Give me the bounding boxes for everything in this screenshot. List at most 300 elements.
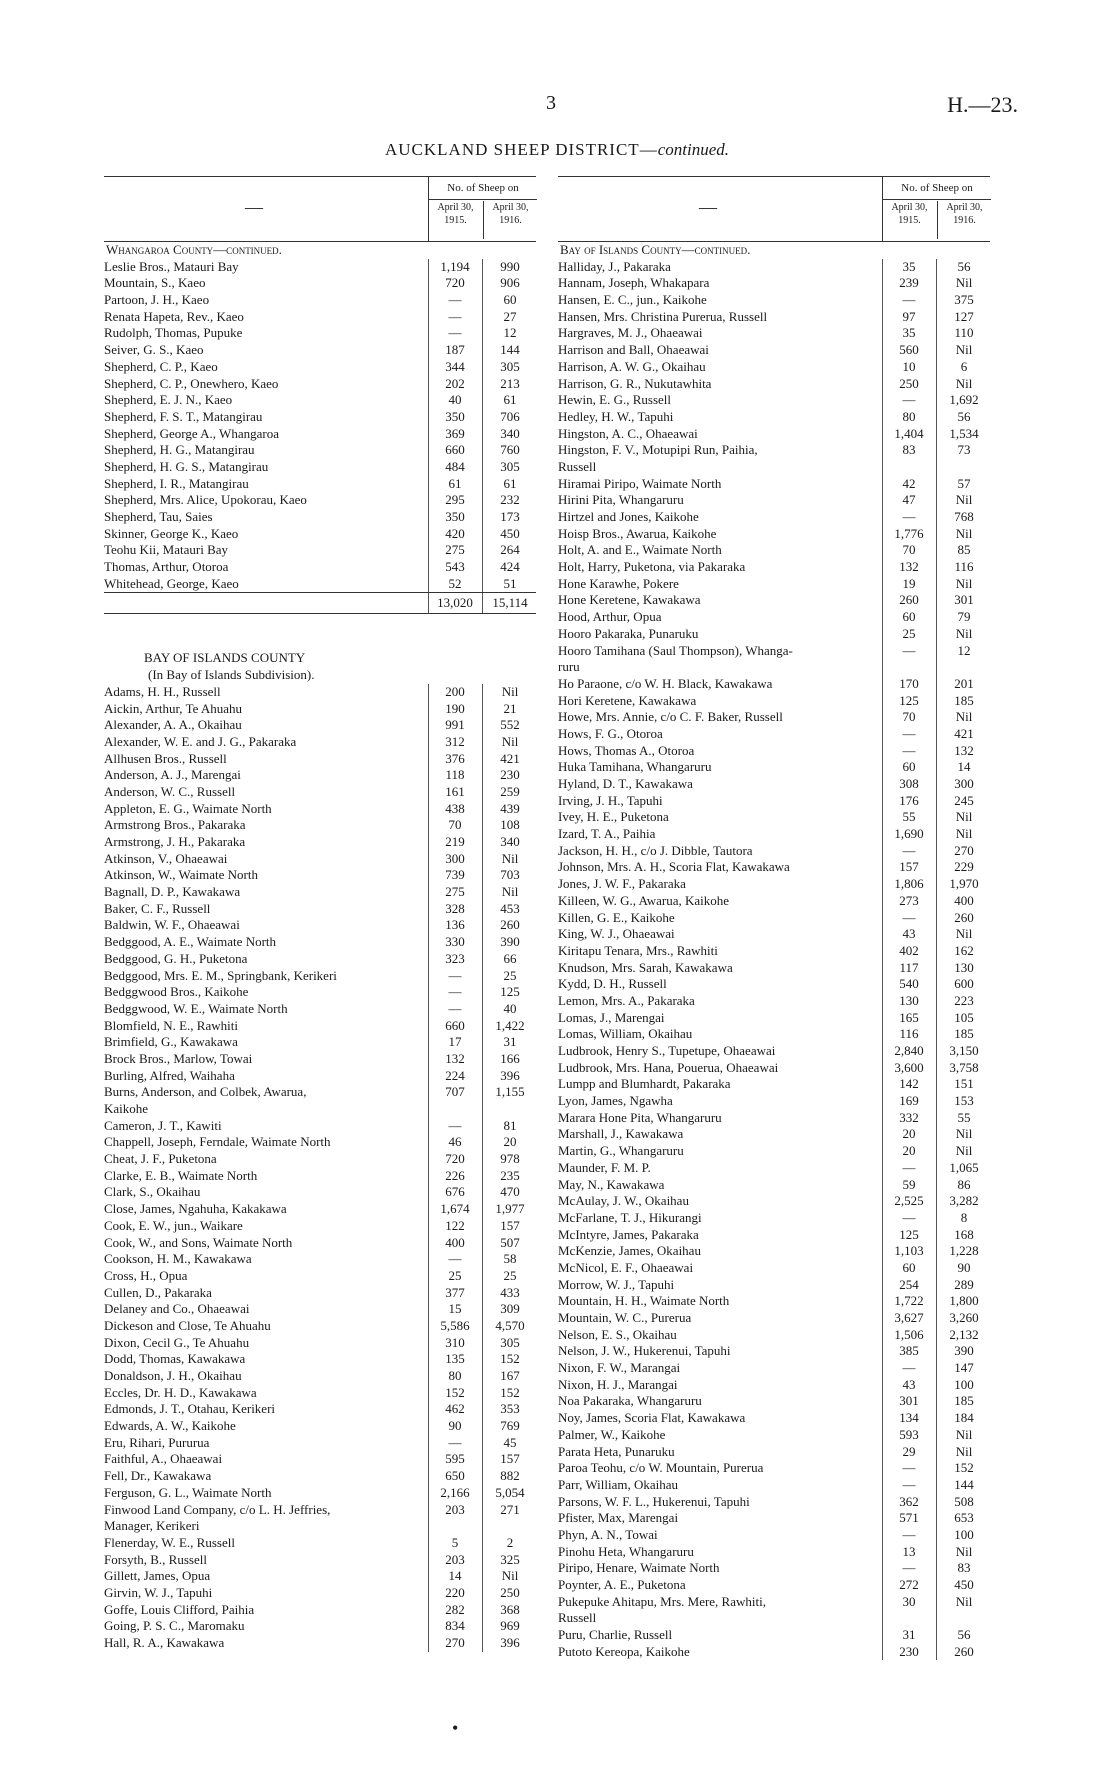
holder-name: Hannam, Joseph, Whakapara bbox=[558, 275, 710, 291]
table-row bbox=[104, 1151, 536, 1168]
sheep-1915: 132 bbox=[445, 1050, 465, 1066]
sheep-1916: 507 bbox=[500, 1234, 520, 1250]
sheep-1915: 20 bbox=[902, 1126, 916, 1142]
sheep-1916: 5,054 bbox=[495, 1484, 525, 1500]
sheep-1915: 438 bbox=[445, 800, 465, 816]
sheep-1916: Nil bbox=[955, 926, 973, 942]
table-row bbox=[104, 701, 536, 718]
sheep-1916: 260 bbox=[500, 917, 520, 933]
holder-name: Eccles, Dr. H. D., Kawakawa bbox=[104, 1384, 257, 1400]
sheep-1916: 157 bbox=[500, 1217, 520, 1233]
holder-name: Cookson, H. M., Kawakawa bbox=[104, 1251, 252, 1267]
sheep-1915: 1,506 bbox=[894, 1326, 924, 1342]
table-row bbox=[104, 1084, 536, 1101]
sheep-1915: — bbox=[448, 1434, 462, 1450]
right-column bbox=[558, 176, 990, 1660]
sheep-1915: 165 bbox=[899, 1009, 919, 1025]
sheep-1916: 185 bbox=[954, 1026, 974, 1042]
table-row bbox=[104, 1068, 536, 1085]
total-1915: 13,020 bbox=[437, 595, 473, 611]
sheep-1915: 46 bbox=[448, 1134, 462, 1150]
holder-name: Putoto Kereopa, Kaikohe bbox=[558, 1643, 690, 1659]
sheep-1916: 130 bbox=[954, 959, 974, 975]
sheep-header bbox=[882, 177, 991, 241]
holder-name: Poynter, A. E., Puketona bbox=[558, 1577, 686, 1592]
sheep-1916: 396 bbox=[500, 1067, 520, 1083]
sheep-1915: 350 bbox=[445, 509, 465, 524]
sheep-1916: 3,758 bbox=[949, 1059, 979, 1075]
holder-name: Noy, James, Scoria Flat, Kawakawa bbox=[558, 1410, 746, 1426]
table-row bbox=[558, 1060, 990, 1077]
table-row bbox=[558, 709, 990, 726]
sheep-1915: 571 bbox=[899, 1510, 919, 1526]
table-row bbox=[558, 1310, 990, 1327]
table-row bbox=[558, 442, 990, 459]
holder-name: Marara Hone Pita, Whangaruru bbox=[558, 1109, 722, 1125]
sheep-1916: 6 bbox=[960, 358, 968, 374]
sheep-1915: 122 bbox=[445, 1217, 465, 1233]
holder-name: Clarke, E. B., Waimate North bbox=[104, 1167, 258, 1183]
page-title bbox=[0, 140, 1114, 160]
table-row bbox=[104, 1635, 536, 1652]
sheep-1916: 79 bbox=[957, 609, 971, 625]
holder-name: Holt, Harry, Puketona, via Pakaraka bbox=[558, 559, 746, 575]
table-row bbox=[558, 542, 990, 559]
holder-name: Renata Hapeta, Rev., Kaeo bbox=[104, 308, 244, 324]
table-row bbox=[558, 1594, 990, 1611]
sheep-1915: 402 bbox=[899, 942, 919, 958]
sheep-1916: 25 bbox=[503, 967, 517, 983]
sheep-1916: 653 bbox=[954, 1510, 974, 1526]
table-row bbox=[558, 726, 990, 743]
table-row bbox=[558, 526, 990, 543]
table-row bbox=[104, 1184, 536, 1201]
sheep-1916: 12 bbox=[957, 642, 971, 658]
holder-name: Hiramai Piripo, Waimate North bbox=[558, 475, 722, 491]
holder-name: May, N., Kawakawa bbox=[558, 1176, 665, 1192]
table-row bbox=[558, 1010, 990, 1027]
holder-name: Shepherd, E. J. N., Kaeo bbox=[104, 392, 233, 408]
holder-name: Hingston, F. V., Motupipi Run, Paihia, bbox=[558, 442, 758, 458]
table-row bbox=[104, 526, 536, 543]
sheep-1915: 190 bbox=[445, 700, 465, 716]
sheep-1916: 144 bbox=[954, 1476, 974, 1492]
table-row bbox=[104, 951, 536, 968]
sheep-1915: 60 bbox=[902, 609, 916, 625]
holder-name: Piripo, Henare, Waimate North bbox=[558, 1560, 720, 1576]
holder-name: Delaney and Co., Ohaeawai bbox=[104, 1301, 250, 1317]
sheep-header-label: No. of Sheep on bbox=[883, 177, 991, 200]
table-row bbox=[104, 1468, 536, 1485]
sheep-1915: 330 bbox=[445, 934, 465, 950]
sheep-1915: — bbox=[448, 1000, 462, 1016]
sheep-1915: 2,840 bbox=[894, 1043, 924, 1058]
table-row bbox=[104, 1285, 536, 1302]
sheep-1915: — bbox=[448, 1251, 462, 1267]
sheep-1916: 40 bbox=[503, 1000, 517, 1016]
holder-name: Pfister, Max, Marengai bbox=[558, 1510, 679, 1526]
holder-name: Parsons, W. F. L., Hukerenui, Tapuhi bbox=[558, 1493, 750, 1509]
sheep-1916: 127 bbox=[954, 308, 974, 324]
table-row bbox=[104, 968, 536, 985]
sheep-1916: 167 bbox=[500, 1368, 520, 1383]
holder-name: Nixon, F. W., Marangai bbox=[558, 1360, 681, 1376]
table-row bbox=[104, 1435, 536, 1452]
sheep-1916: 66 bbox=[503, 950, 517, 966]
sheep-1915: 35 bbox=[902, 258, 916, 274]
table-row bbox=[558, 976, 990, 993]
sheep-1915: — bbox=[902, 1360, 916, 1376]
sheep-1915: — bbox=[448, 292, 462, 308]
sheep-1915: 142 bbox=[899, 1076, 919, 1092]
sheep-1916: 1,970 bbox=[949, 876, 979, 892]
table-row bbox=[558, 809, 990, 826]
table-row bbox=[558, 509, 990, 526]
table-row bbox=[104, 426, 536, 443]
sheep-1915: 52 bbox=[448, 575, 462, 591]
table-row bbox=[558, 259, 990, 276]
holder-name: Rudolph, Thomas, Pupuke bbox=[104, 325, 243, 341]
title-continued: continued. bbox=[657, 140, 729, 159]
sheep-1915: 540 bbox=[899, 976, 919, 992]
sheep-1915: 203 bbox=[445, 1551, 465, 1567]
table-row bbox=[558, 309, 990, 326]
table-row bbox=[558, 893, 990, 910]
sheep-1915: — bbox=[902, 725, 916, 741]
sheep-1915: 136 bbox=[445, 917, 465, 933]
table-row bbox=[558, 1293, 990, 1310]
holder-name: Parata Heta, Punaruku bbox=[558, 1443, 675, 1459]
sheep-1915: 270 bbox=[445, 1635, 465, 1650]
table-row bbox=[558, 1343, 990, 1360]
table-row bbox=[558, 1510, 990, 1527]
table-row bbox=[558, 759, 990, 776]
table-row bbox=[558, 476, 990, 493]
sheep-1916: 8 bbox=[960, 1209, 968, 1225]
sheep-1915: — bbox=[902, 292, 916, 308]
holder-name: Halliday, J., Pakaraka bbox=[558, 258, 671, 274]
holder-name: Edmonds, J. T., Otahau, Kerikeri bbox=[104, 1401, 276, 1417]
sheep-1916: 396 bbox=[500, 1635, 520, 1650]
sheep-1915: 1,722 bbox=[894, 1293, 924, 1309]
header-dash: — bbox=[699, 197, 717, 217]
table-row bbox=[558, 793, 990, 810]
table-row bbox=[104, 1301, 536, 1318]
sheep-1915: 70 bbox=[902, 709, 916, 725]
table-row bbox=[558, 1210, 990, 1227]
sheep-1916: 245 bbox=[954, 792, 974, 808]
sheep-1916: 1,065 bbox=[949, 1159, 979, 1175]
section-heading: BAY OF ISLANDS COUNTY bbox=[144, 650, 306, 666]
holder-name: Flenerday, W. E., Russell bbox=[104, 1534, 235, 1550]
header-1916: April 30, 1916. bbox=[483, 201, 537, 239]
sheep-1916: 706 bbox=[500, 408, 520, 424]
table-row bbox=[558, 1427, 990, 1444]
holder-name: Allhusen Bros., Russell bbox=[104, 750, 227, 766]
table-row bbox=[558, 609, 990, 626]
sheep-header-label: No. of Sheep on bbox=[429, 177, 537, 200]
sheep-1916: 21 bbox=[503, 700, 517, 716]
table-row bbox=[558, 1327, 990, 1344]
sheep-1916: 390 bbox=[954, 1343, 974, 1359]
sheep-1916: 3,282 bbox=[949, 1193, 979, 1209]
holder-name: Alexander, W. E. and J. G., Pakaraka bbox=[104, 733, 297, 749]
table-row bbox=[558, 1260, 990, 1277]
holder-name: Ho Paraone, c/o W. H. Black, Kawakawa bbox=[558, 675, 773, 691]
holder-name: Blomfield, N. E., Rawhiti bbox=[104, 1017, 238, 1033]
table-row bbox=[104, 1251, 536, 1268]
holder-name: Harrison, A. W. G., Okaihau bbox=[558, 358, 706, 374]
holder-name: Dickeson and Close, Te Ahuahu bbox=[104, 1317, 271, 1333]
sheep-1915: 272 bbox=[899, 1577, 919, 1592]
left-rows-bay-of-islands bbox=[104, 684, 536, 1652]
sheep-1915: 300 bbox=[445, 850, 465, 866]
holder-name: Cook, E. W., jun., Waikare bbox=[104, 1217, 243, 1233]
table-row bbox=[104, 1602, 536, 1619]
sheep-1915: 13 bbox=[902, 1543, 916, 1559]
sheep-1916: 58 bbox=[503, 1251, 517, 1267]
sheep-1915: 30 bbox=[902, 1593, 916, 1609]
holder-name: Hood, Arthur, Opua bbox=[558, 609, 662, 625]
sheep-1916: 147 bbox=[954, 1360, 974, 1376]
sheep-1915: 19 bbox=[902, 575, 916, 591]
table-row bbox=[104, 259, 536, 276]
sheep-1915: 332 bbox=[899, 1109, 919, 1125]
sheep-1915: 301 bbox=[899, 1393, 919, 1409]
sheep-1915: 43 bbox=[902, 1376, 916, 1392]
table-row bbox=[104, 851, 536, 868]
sheep-1915: 187 bbox=[445, 342, 465, 358]
holder-name: Faithful, A., Ohaeawai bbox=[104, 1451, 223, 1467]
sheep-1915: 484 bbox=[445, 458, 465, 474]
sheep-1915: 14 bbox=[448, 1568, 462, 1584]
sheep-1916: 250 bbox=[500, 1584, 520, 1600]
holder-name: Thomas, Arthur, Otoroa bbox=[104, 559, 229, 575]
holder-name: Pukepuke Ahitapu, Mrs. Mere, Rawhiti, bbox=[558, 1593, 766, 1609]
sheep-1916: 450 bbox=[954, 1577, 974, 1592]
holder-name: Leslie Bros., Matauri Bay bbox=[104, 258, 239, 274]
table-row bbox=[104, 1201, 536, 1218]
holder-name: Johnson, Mrs. A. H., Scoria Flat, Kawakawa bbox=[558, 859, 790, 875]
holder-name: Lemon, Mrs. A., Pakaraka bbox=[558, 992, 695, 1008]
table-row bbox=[104, 884, 536, 901]
holder-name: Girvin, W. J., Tapuhi bbox=[104, 1584, 213, 1600]
sheep-1915: 40 bbox=[448, 392, 462, 408]
sheep-1915: 991 bbox=[445, 717, 465, 733]
table-row bbox=[558, 1110, 990, 1127]
sheep-1915: 230 bbox=[899, 1643, 919, 1659]
sheep-1915: 61 bbox=[448, 475, 462, 491]
table-row bbox=[104, 1268, 536, 1285]
table-row bbox=[558, 676, 990, 693]
table-row bbox=[104, 1101, 536, 1118]
sheep-1915: 385 bbox=[899, 1343, 919, 1359]
sheep-1916: Nil bbox=[955, 826, 973, 842]
sheep-1915: 362 bbox=[899, 1493, 919, 1509]
sheep-1916: Nil bbox=[955, 275, 973, 291]
sheep-1916: 230 bbox=[500, 767, 520, 783]
table-row bbox=[558, 859, 990, 876]
holder-name: Izard, T. A., Paihia bbox=[558, 826, 656, 842]
sheep-1915: 117 bbox=[899, 959, 919, 975]
table-row bbox=[558, 292, 990, 309]
sheep-1916: 421 bbox=[954, 725, 974, 741]
holder-name: Hoisp Bros., Awarua, Kaikohe bbox=[558, 525, 717, 541]
sheep-1916: 168 bbox=[954, 1226, 974, 1242]
sheep-1916: 55 bbox=[957, 1109, 971, 1125]
sheep-1915: 1,674 bbox=[440, 1201, 470, 1217]
holder-name: Killeen, W. G., Awarua, Kaikohe bbox=[558, 892, 730, 908]
table-row bbox=[558, 843, 990, 860]
sheep-1916: 2 bbox=[506, 1534, 514, 1550]
holder-name: Mountain, W. C., Purerua bbox=[558, 1310, 692, 1325]
table-row bbox=[558, 1644, 990, 1661]
holder-name: Knudson, Mrs. Sarah, Kawakawa bbox=[558, 959, 733, 975]
sheep-1916: 390 bbox=[500, 934, 520, 950]
table-row bbox=[104, 1335, 536, 1352]
sheep-1915: 273 bbox=[899, 892, 919, 908]
header-1916: April 30, 1916. bbox=[937, 201, 991, 239]
table-row bbox=[104, 476, 536, 493]
holder-name: Morrow, W. J., Tapuhi bbox=[558, 1276, 675, 1292]
sheep-1916: 600 bbox=[954, 976, 974, 992]
holder-name: Maunder, F. M. P. bbox=[558, 1159, 651, 1175]
sheep-1915: 15 bbox=[448, 1301, 462, 1317]
sheep-1916: 85 bbox=[957, 542, 971, 558]
sheep-1916: 185 bbox=[954, 692, 974, 708]
sheep-1915: 132 bbox=[899, 559, 919, 575]
holder-name: Jones, J. W. F., Pakaraka bbox=[558, 876, 686, 892]
table-row bbox=[558, 426, 990, 443]
holder-name: Bedggood, G. H., Puketona bbox=[104, 950, 248, 966]
sheep-1915: — bbox=[902, 909, 916, 925]
sheep-1915: 2,525 bbox=[894, 1193, 924, 1209]
sheep-1916: 1,800 bbox=[949, 1293, 979, 1309]
table-row bbox=[104, 1134, 536, 1151]
holder-name: Nixon, H. J., Marangai bbox=[558, 1376, 678, 1392]
holder-name: Adams, H. H., Russell bbox=[104, 683, 221, 699]
holder-name: Bagnall, D. P., Kawakawa bbox=[104, 884, 241, 900]
table-row bbox=[104, 901, 536, 918]
holder-name: Brimfield, G., Kawakawa bbox=[104, 1034, 238, 1050]
footer-mark: • bbox=[452, 1718, 459, 1738]
sheep-1916: 110 bbox=[954, 325, 974, 341]
table-row bbox=[104, 442, 536, 459]
sheep-1915: 157 bbox=[899, 859, 919, 875]
sheep-1916: 45 bbox=[503, 1434, 517, 1450]
sheep-1916: Nil bbox=[955, 1443, 973, 1459]
sheep-1915: 134 bbox=[899, 1410, 919, 1426]
table-row bbox=[558, 1477, 990, 1494]
holder-name: Harrison, G. R., Nukutawhita bbox=[558, 375, 712, 391]
table-row bbox=[558, 492, 990, 509]
holder-name: Fell, Dr., Kawakawa bbox=[104, 1468, 212, 1484]
sheep-1915: 35 bbox=[902, 325, 916, 341]
page-number: 3 bbox=[546, 92, 556, 114]
sheep-1915: 200 bbox=[445, 683, 465, 699]
holder-name: Kiritapu Tenara, Mrs., Rawhiti bbox=[558, 942, 718, 958]
holder-name: Lomas, J., Marengai bbox=[558, 1009, 665, 1025]
sheep-1916: 264 bbox=[500, 542, 520, 558]
sheep-1916: 259 bbox=[500, 783, 520, 799]
table-row bbox=[558, 1227, 990, 1244]
holder-name: Hansen, Mrs. Christina Purerua, Russell bbox=[558, 308, 768, 324]
holder-name: Bedggood, Mrs. E. M., Springbank, Kerikeri bbox=[104, 967, 337, 983]
table-row bbox=[104, 576, 536, 593]
holder-name: Whitehead, George, Kaeo bbox=[104, 575, 239, 591]
sheep-1916: 56 bbox=[957, 408, 971, 424]
sheep-1916: 340 bbox=[500, 834, 520, 849]
table-row bbox=[104, 1218, 536, 1235]
sheep-1915: 219 bbox=[445, 834, 465, 849]
table-row bbox=[558, 392, 990, 409]
sheep-1915: 3,627 bbox=[894, 1310, 924, 1325]
table-row bbox=[558, 1126, 990, 1143]
sheep-1916: Nil bbox=[955, 1543, 973, 1559]
table-row bbox=[558, 592, 990, 609]
table-row bbox=[104, 1351, 536, 1368]
sheep-1915: 250 bbox=[899, 375, 919, 391]
holder-name: Baldwin, W. F., Ohaeawai bbox=[104, 917, 240, 933]
holder-name: Hone Karawhe, Pokere bbox=[558, 575, 679, 591]
holder-name: Teohu Kii, Matauri Bay bbox=[104, 542, 229, 558]
table-row bbox=[104, 734, 536, 751]
sheep-1915: 420 bbox=[445, 525, 465, 541]
table-row bbox=[558, 1043, 990, 1060]
sheep-header bbox=[428, 177, 537, 241]
holder-name: Killen, G. E., Kaikohe bbox=[558, 909, 675, 925]
sheep-1915: — bbox=[902, 509, 916, 524]
sheep-1915: — bbox=[902, 1460, 916, 1476]
holder-name: Bedggwood Bros., Kaikohe bbox=[104, 984, 249, 1000]
table-row bbox=[104, 409, 536, 426]
sheep-1916: Nil bbox=[501, 733, 519, 749]
holder-name: Shepherd, C. P., Kaeo bbox=[104, 358, 218, 374]
sheep-1916: 152 bbox=[954, 1460, 974, 1476]
table-row bbox=[104, 801, 536, 818]
sheep-1916: 703 bbox=[500, 867, 520, 883]
holder-name: Shepherd, C. P., Onewhero, Kaeo bbox=[104, 375, 279, 391]
sheep-1915: 275 bbox=[445, 884, 465, 900]
holder-name: Edwards, A. W., Kaikohe bbox=[104, 1418, 236, 1434]
table-row bbox=[104, 817, 536, 834]
sheep-1916: 453 bbox=[500, 900, 520, 916]
sheep-1915: 282 bbox=[445, 1601, 465, 1617]
sheep-1915: 80 bbox=[902, 408, 916, 424]
sheep-1916: 20 bbox=[503, 1134, 517, 1150]
holder-name: Aickin, Arthur, Te Ahuahu bbox=[104, 700, 243, 716]
table-row bbox=[104, 1368, 536, 1385]
table-row bbox=[558, 1143, 990, 1160]
sheep-1916: 14 bbox=[957, 759, 971, 775]
sheep-1916: 235 bbox=[500, 1167, 520, 1183]
table-row bbox=[558, 826, 990, 843]
holder-name: Armstrong, J. H., Pakaraka bbox=[104, 834, 246, 849]
sheep-1915: 328 bbox=[445, 900, 465, 916]
holder-name: McIntyre, James, Pakaraka bbox=[558, 1226, 699, 1242]
sheep-1915: 593 bbox=[899, 1426, 919, 1442]
table-row bbox=[558, 743, 990, 760]
sheep-1915: — bbox=[902, 1159, 916, 1175]
holder-name: Puru, Charlie, Russell bbox=[558, 1627, 673, 1643]
table-row bbox=[558, 1560, 990, 1577]
holder-name: Goffe, Louis Clifford, Paihia bbox=[104, 1601, 255, 1617]
table-row bbox=[558, 1527, 990, 1544]
sheep-1915: 17 bbox=[448, 1034, 462, 1050]
table-row bbox=[558, 1494, 990, 1511]
sheep-1916: 760 bbox=[500, 442, 520, 458]
holder-name: Shepherd, George A., Whangaroa bbox=[104, 425, 279, 441]
